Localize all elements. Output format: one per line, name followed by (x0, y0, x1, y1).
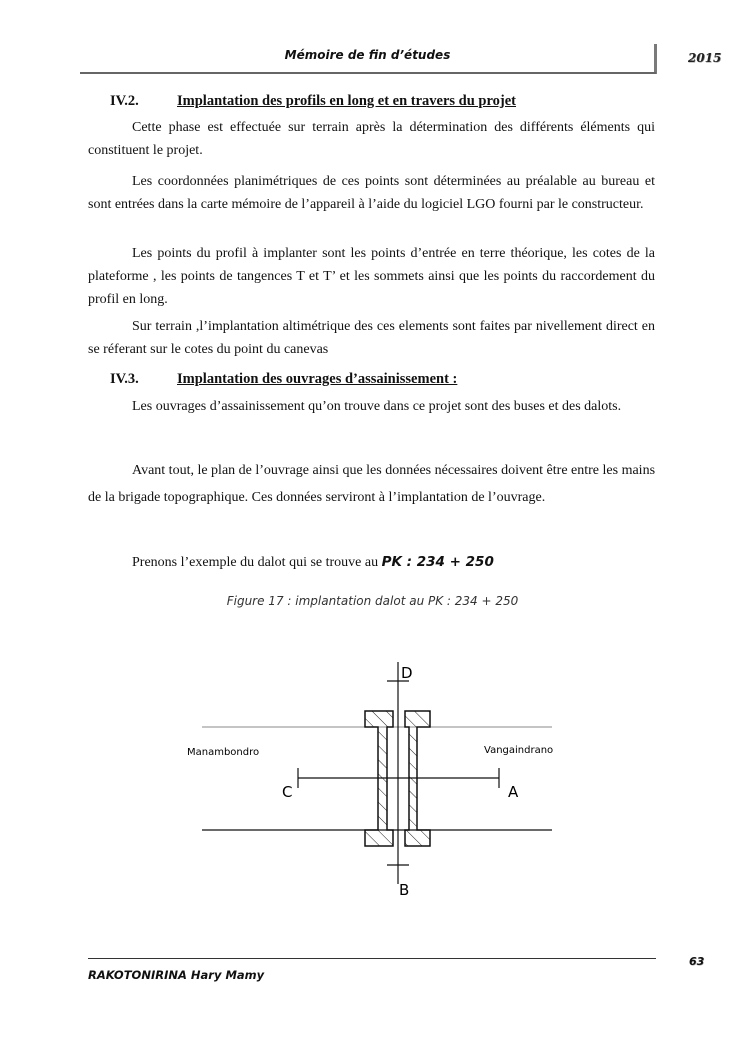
paragraph-text: Les points du profil à implanter sont les points d’entrée en terre théorique, les cotes de la plateforme , les points de tangences T et T’ et les sommets ainsi que les points du raccordement du profil en long. (88, 246, 655, 307)
example-text: Prenons l’exemple du dalot qui se trouve au (132, 555, 379, 570)
paragraph-text: Sur terrain ,l’implantation altimétrique des ces elements sont faites par nivellement direct en se réferant sur le cotes du point du canevas (88, 319, 655, 357)
label-vangaindrano: Vangaindrano (484, 745, 554, 756)
running-header-year: 2015 (688, 51, 722, 65)
label-b: B (399, 881, 410, 899)
label-a: A (508, 783, 519, 801)
section-title: Implantation des profils en long et en travers du projet (177, 93, 517, 109)
paragraph-text: Avant tout, le plan de l’ouvrage ainsi que les données nécessaires doivent être entre les mains de la brigade topographique. Ces données serviront à l’implantation de l’ouvrage. (88, 463, 656, 505)
figure-caption: Figure 17 : implantation dalot au PK : 234 + 250 (226, 594, 519, 608)
label-c: C (282, 783, 293, 801)
running-header-title: Mémoire de fin d’études (284, 48, 451, 62)
section-title: Implantation des ouvrages d’assainissement : (177, 371, 458, 387)
paragraph-text: Les ouvrages d’assainissement qu’on trouve dans ce projet sont des buses et des dalots. (132, 399, 622, 414)
page-number: 63 (689, 955, 705, 968)
label-d: D (401, 664, 413, 682)
section-number: IV.2. (110, 93, 139, 109)
paragraph-text: Les coordonnées planimétriques de ces points sont déterminées au préalable au bureau et sont entrées dans la carte mémoire de l’appareil à l’aide du logiciel LGO fourni par le constructeur. (88, 174, 655, 212)
footer-rule (88, 958, 656, 959)
paragraph-text: Cette phase est effectuée sur terrain après la détermination des différents éléments qui constituent le projet. (88, 120, 655, 158)
section-number: IV.3. (110, 371, 139, 387)
example-pk: PK : 234 + 250 (381, 554, 494, 570)
label-manambondro: Manambondro (187, 747, 260, 758)
footer-author: RAKOTONIRINA Hary Mamy (88, 968, 265, 982)
